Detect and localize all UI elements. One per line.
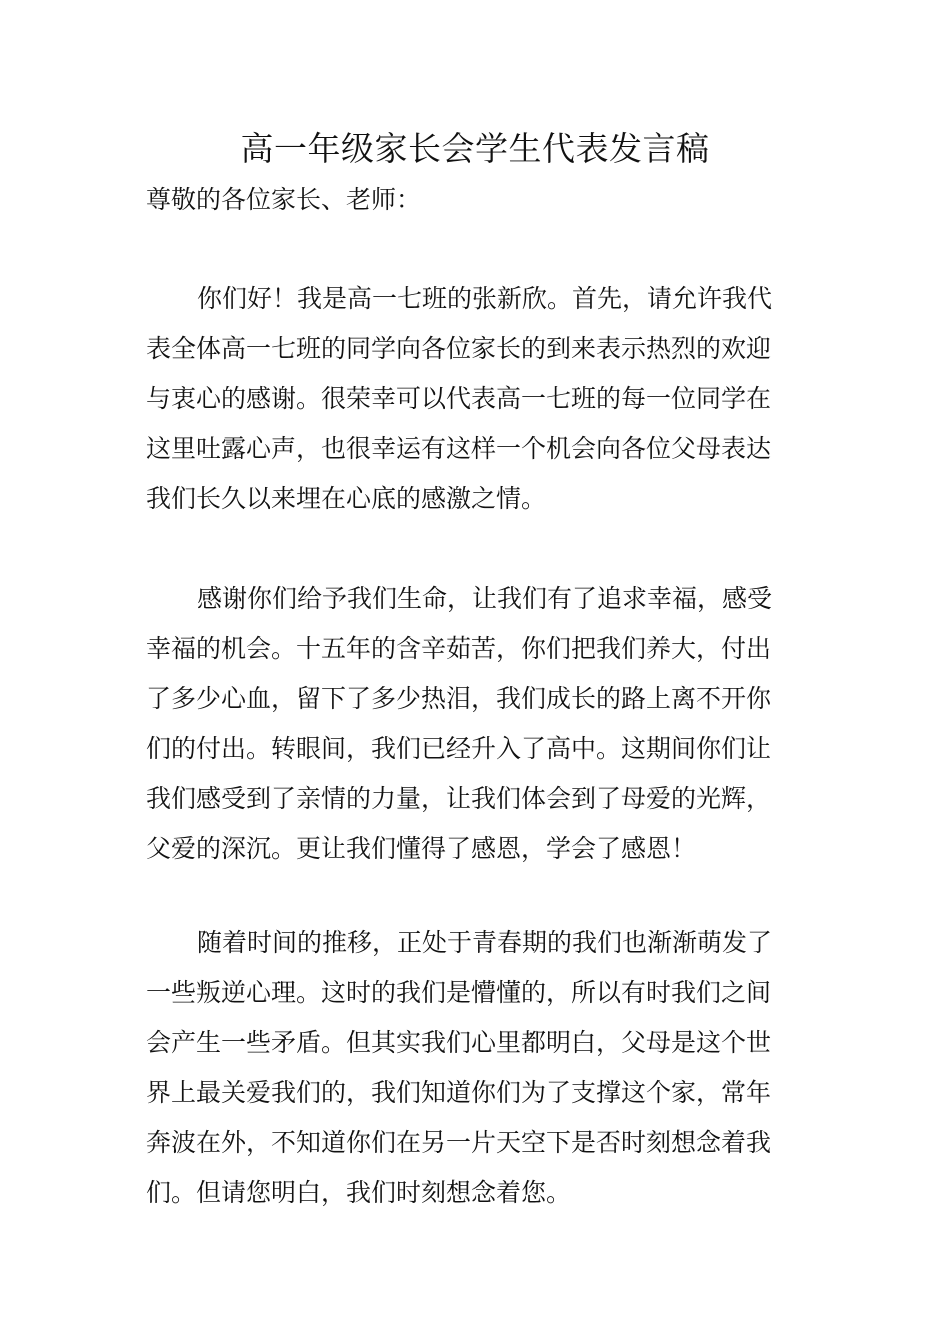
paragraph-line: 幸福的机会。十五年的含辛茹苦，你们把我们养大，付出 — [146, 634, 772, 663]
paragraph-line: 会产生一些矛盾。但其实我们心里都明白，父母是这个世 — [146, 1028, 772, 1057]
paragraph-3 — [146, 918, 816, 1218]
paragraph-line: 一些叛逆心理。这时的我们是懵懂的，所以有时我们之间 — [146, 978, 772, 1007]
paragraph-line: 父爱的深沉。更让我们懂得了感恩，学会了感恩！ — [146, 834, 697, 863]
paragraph-2 — [146, 574, 816, 874]
paragraph-line: 随着时间的推移，正处于青春期的我们也渐渐萌发了 — [197, 928, 773, 957]
paragraph-line: 我们感受到了亲情的力量，让我们体会到了母爱的光辉， — [146, 784, 772, 813]
paragraph-line: 了多少心血，留下了多少热泪，我们成长的路上离不开你 — [146, 684, 772, 713]
paragraph-1 — [146, 274, 816, 524]
paragraph-line: 表全体高一七班的同学向各位家长的到来表示热烈的欢迎 — [146, 334, 772, 363]
paragraph-line: 们。但请您明白，我们时刻想念着您。 — [146, 1178, 572, 1207]
paragraph-line: 这里吐露心声，也很幸运有这样一个机会向各位父母表达 — [146, 434, 772, 463]
paragraph-line: 感谢你们给予我们生命，让我们有了追求幸福，感受 — [197, 584, 773, 613]
paragraph-line: 奔波在外，不知道你们在另一片天空下是否时刻想念着我 — [146, 1128, 772, 1157]
paragraph-line: 你们好！我是高一七班的张新欣。首先，请允许我代 — [197, 284, 773, 313]
paragraph-line: 与衷心的感谢。很荣幸可以代表高一七班的每一位同学在 — [146, 384, 772, 413]
salutation: 尊敬的各位家长、老师： — [146, 185, 422, 214]
paragraph-line: 们的付出。转眼间，我们已经升入了高中。这期间你们让 — [146, 734, 772, 763]
document-title: 高一年级家长会学生代表发言稿 — [240, 129, 710, 168]
paragraph-line: 我们长久以来埋在心底的感激之情。 — [146, 484, 547, 513]
paragraph-line: 界上最关爱我们的，我们知道你们为了支撑这个家，常年 — [146, 1078, 772, 1107]
